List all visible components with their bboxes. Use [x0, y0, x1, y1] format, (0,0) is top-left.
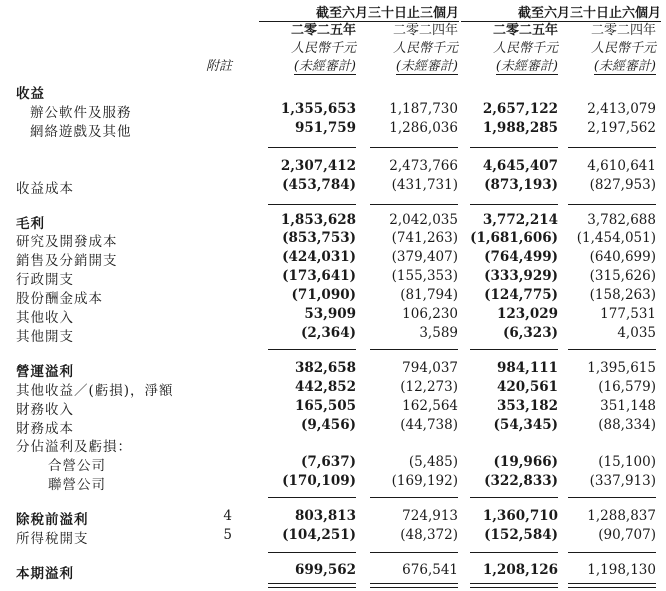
row-label: 研究及開發成本 — [16, 234, 118, 250]
value-cell: (741,263) — [391, 230, 458, 246]
value-cell: (640,699) — [589, 249, 656, 265]
row-label: 其他開支 — [16, 329, 74, 345]
row-label: 辦公軟件及服務 — [30, 105, 132, 121]
col4-unit: 人民幣千元 — [590, 41, 656, 56]
value-cell: 2,413,079 — [587, 101, 656, 117]
total-double-rule — [568, 583, 656, 588]
subtotal-rule — [568, 552, 656, 553]
value-cell: 676,541 — [402, 562, 458, 578]
value-cell: 984,111 — [496, 360, 558, 376]
subtotal-rule — [568, 497, 656, 498]
value-cell: (48,372) — [400, 527, 458, 543]
value-cell: (155,353) — [391, 268, 458, 284]
value-cell: (19,966) — [493, 454, 558, 470]
total-double-rule — [470, 583, 558, 588]
row-online-games — [0, 120, 666, 139]
value-cell: 1,395,615 — [587, 360, 656, 376]
value-cell: 2,197,562 — [587, 120, 656, 136]
value-cell: 165,505 — [294, 398, 356, 414]
value-cell: (431,731) — [391, 177, 458, 193]
value-cell: (453,784) — [282, 177, 356, 193]
value-cell: 1,187,730 — [389, 101, 458, 117]
value-cell: 2,657,122 — [482, 101, 558, 117]
value-cell: (170,109) — [282, 473, 356, 489]
value-cell: (12,273) — [400, 379, 458, 395]
value-cell: (1,681,606) — [470, 230, 558, 246]
value-cell: 2,307,412 — [280, 158, 356, 174]
subtotal-rule — [568, 204, 656, 205]
value-cell: 177,531 — [600, 306, 656, 322]
col1-year: 二零二五年 — [290, 23, 356, 38]
row-income-tax — [0, 527, 666, 546]
subtotal-rule — [268, 204, 356, 205]
value-cell: (15,100) — [598, 454, 656, 470]
value-cell: (44,738) — [400, 417, 458, 433]
value-cell: 382,658 — [294, 360, 356, 376]
value-cell: 1,286,036 — [389, 120, 458, 136]
value-cell: 106,230 — [402, 306, 458, 322]
period-header-three-months: 截至六月三十日止三個月 — [259, 2, 459, 22]
value-cell: 2,473,766 — [389, 158, 458, 174]
col3-unit: 人民幣千元 — [492, 41, 558, 56]
value-cell: 4,645,407 — [482, 158, 558, 174]
row-office-software — [0, 101, 666, 120]
value-cell: (333,929) — [484, 268, 558, 284]
note-reference: 4 — [223, 508, 232, 524]
value-cell: 351,148 — [600, 398, 656, 414]
value-cell: (71,090) — [291, 287, 356, 303]
value-cell: 442,852 — [294, 379, 356, 395]
subtotal-rule — [470, 204, 558, 205]
value-cell: (169,192) — [391, 473, 458, 489]
col4-audit: (未經審計) — [594, 55, 656, 75]
subtotal-rule — [470, 552, 558, 553]
value-cell: 1,208,126 — [482, 562, 558, 578]
row-label: 本期溢利 — [16, 566, 74, 582]
value-cell: 162,564 — [402, 398, 458, 414]
row-label: 收益 — [16, 86, 45, 102]
row-revenue-total — [0, 158, 666, 177]
subtotal-rule — [268, 497, 356, 498]
row-cost-of-revenue — [0, 177, 666, 196]
row-gross-profit — [0, 212, 666, 231]
row-label: 財務收入 — [16, 402, 74, 418]
value-cell: (827,953) — [589, 177, 656, 193]
row-label: 分佔溢利及虧損： — [16, 439, 132, 455]
row-other-gains — [0, 379, 666, 398]
row-other-expenses — [0, 325, 666, 344]
value-cell: (81,794) — [400, 287, 458, 303]
subtotal-rule — [470, 497, 558, 498]
row-label: 所得稅開支 — [16, 531, 89, 547]
value-cell: (853,753) — [282, 230, 356, 246]
subtotal-rule — [568, 349, 656, 350]
total-double-rule — [268, 583, 356, 588]
subtotal-rule — [370, 349, 458, 350]
value-cell: 794,037 — [402, 360, 458, 376]
value-cell: (152,584) — [484, 527, 558, 543]
note-reference: 5 — [223, 527, 232, 543]
row-other-income — [0, 306, 666, 325]
col1-unit: 人民幣千元 — [290, 41, 356, 56]
subtotal-rule — [470, 147, 558, 148]
value-cell: 1,988,285 — [482, 120, 558, 136]
value-cell: (16,579) — [598, 379, 656, 395]
value-cell: 123,029 — [496, 306, 558, 322]
row-selling — [0, 249, 666, 268]
row-label: 其他收入 — [16, 310, 74, 326]
row-share-comp — [0, 287, 666, 306]
row-label: 營運溢利 — [16, 364, 74, 380]
row-label: 除稅前溢利 — [16, 512, 89, 528]
row-admin — [0, 268, 666, 287]
row-label: 聯營公司 — [48, 477, 106, 493]
row-revenue-heading — [0, 82, 666, 101]
row-finance-costs — [0, 417, 666, 436]
row-label: 財務成本 — [16, 421, 74, 437]
subtotal-rule — [268, 349, 356, 350]
col1-audit: (未經審計) — [294, 55, 356, 75]
value-cell: 1,360,710 — [482, 508, 558, 524]
note-column-header: 附註 — [206, 59, 233, 74]
value-cell: (1,454,051) — [576, 230, 656, 246]
col2-unit: 人民幣千元 — [392, 41, 458, 56]
value-cell: (124,775) — [484, 287, 558, 303]
value-cell: (424,031) — [282, 249, 356, 265]
value-cell: 420,561 — [496, 379, 558, 395]
value-cell: (873,193) — [484, 177, 558, 193]
value-cell: (104,251) — [282, 527, 356, 543]
value-cell: (6,323) — [502, 325, 558, 341]
value-cell: (315,626) — [589, 268, 656, 284]
value-cell: (322,833) — [484, 473, 558, 489]
row-rnd — [0, 230, 666, 249]
subtotal-rule — [568, 147, 656, 148]
value-cell: 1,288,837 — [587, 508, 656, 524]
col4-year: 二零二四年 — [590, 23, 656, 38]
value-cell: 724,913 — [402, 508, 458, 524]
subtotal-rule — [370, 497, 458, 498]
row-profit-for-period — [0, 562, 666, 581]
value-cell: 1,853,628 — [280, 212, 356, 228]
value-cell: 53,909 — [304, 306, 356, 322]
value-cell: (2,364) — [300, 325, 356, 341]
value-cell: (173,641) — [282, 268, 356, 284]
col3-audit: (未經審計) — [496, 55, 558, 75]
value-cell: 951,759 — [294, 120, 356, 136]
value-cell: (7,637) — [300, 454, 356, 470]
value-cell: 1,198,130 — [587, 562, 656, 578]
row-label: 其他收益／(虧損)，淨額 — [16, 383, 174, 399]
value-cell: 803,813 — [294, 508, 356, 524]
row-label: 網絡遊戲及其他 — [30, 124, 132, 140]
value-cell: 2,042,035 — [389, 212, 458, 228]
value-cell: (9,456) — [300, 417, 356, 433]
value-cell: 353,182 — [496, 398, 558, 414]
row-associates — [0, 473, 666, 492]
value-cell: 3,782,688 — [587, 212, 656, 228]
col2-audit: (未經審計) — [396, 55, 458, 75]
value-cell: 4,610,641 — [587, 158, 656, 174]
value-cell: (337,913) — [589, 473, 656, 489]
value-cell: 3,589 — [419, 325, 458, 341]
row-label: 股份酬金成本 — [16, 291, 103, 307]
value-cell: 699,562 — [294, 562, 356, 578]
subtotal-rule — [268, 552, 356, 553]
row-profit-before-tax — [0, 508, 666, 527]
row-label: 行政開支 — [16, 272, 74, 288]
row-label: 合營公司 — [48, 458, 106, 474]
row-joint-ventures — [0, 454, 666, 473]
value-cell: (5,485) — [408, 454, 458, 470]
value-cell: (158,263) — [589, 287, 656, 303]
subtotal-rule — [268, 147, 356, 148]
subtotal-rule — [370, 552, 458, 553]
row-label: 毛利 — [16, 216, 45, 232]
value-cell: 3,772,214 — [482, 212, 558, 228]
value-cell: (764,499) — [484, 249, 558, 265]
period-header-six-months: 截至六月三十日止六個月 — [461, 2, 661, 22]
total-double-rule — [370, 583, 458, 588]
col2-year: 二零二四年 — [392, 23, 458, 38]
subtotal-rule — [370, 204, 458, 205]
subtotal-rule — [370, 147, 458, 148]
value-cell: (90,707) — [598, 527, 656, 543]
value-cell: 4,035 — [617, 325, 656, 341]
subtotal-rule — [470, 349, 558, 350]
row-share-of-results-heading — [0, 435, 666, 454]
row-label: 銷售及分銷開支 — [16, 253, 118, 269]
value-cell: (88,334) — [598, 417, 656, 433]
row-operating-profit — [0, 360, 666, 379]
col3-year: 二零二五年 — [492, 23, 558, 38]
value-cell: (54,345) — [493, 417, 558, 433]
value-cell: (379,407) — [391, 249, 458, 265]
value-cell: 1,355,653 — [280, 101, 356, 117]
row-finance-income — [0, 398, 666, 417]
row-label: 收益成本 — [16, 181, 74, 197]
